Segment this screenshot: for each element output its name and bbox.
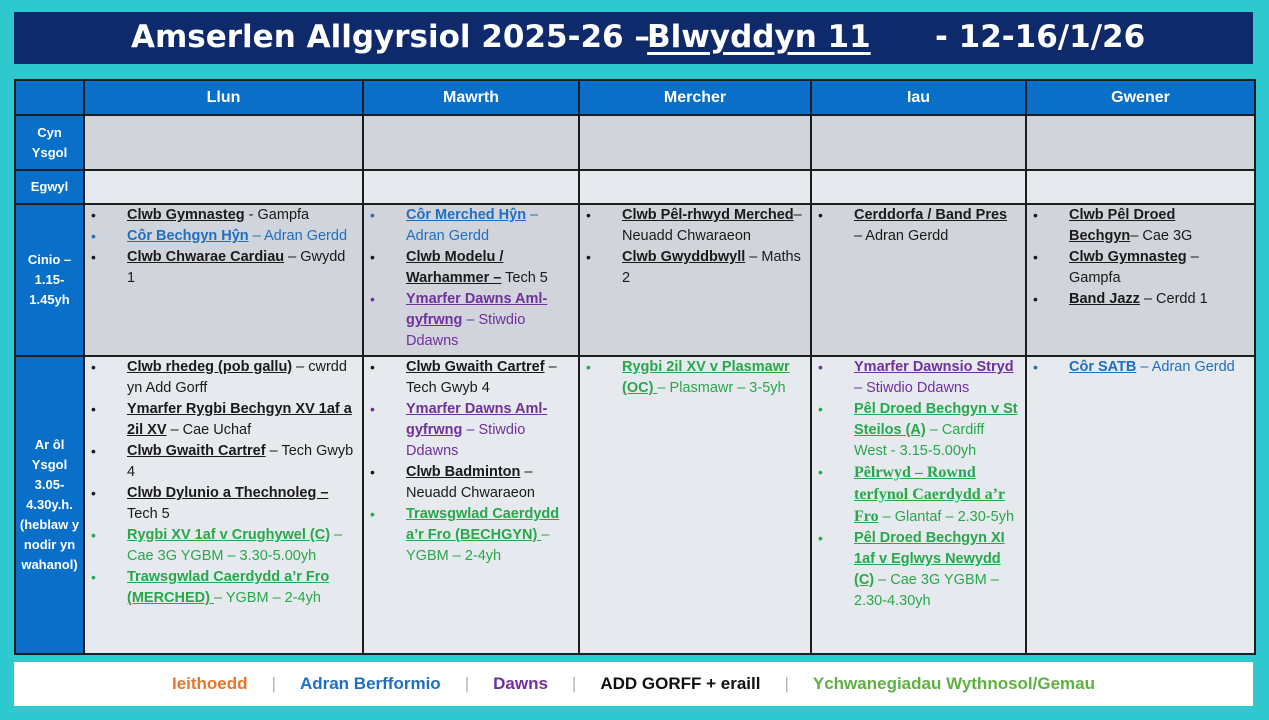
activity-name: Ymarfer Rygbi Bechgyn XV 1af a 2il XV	[127, 400, 352, 438]
bullet-icon: •	[586, 207, 591, 224]
legend-item: Dawns	[493, 674, 548, 693]
bullet-icon: •	[1033, 358, 1038, 375]
bullet-icon: •	[818, 529, 823, 546]
row-label	[15, 204, 84, 356]
activity-location: – Stiwdio Ddawns	[406, 312, 526, 350]
colour-legend	[14, 662, 1253, 706]
bullet-icon: •	[370, 358, 375, 375]
activity-name: Clwb Dylunio a Thechnoleg –	[127, 484, 329, 501]
row-break	[15, 170, 1255, 204]
activity-location: – Glantaf – 2.30-5yh	[878, 508, 1015, 525]
activity-item	[85, 567, 362, 609]
activity-item	[364, 357, 578, 399]
activity-cell	[811, 115, 1026, 170]
activity-name: Clwb Gwaith Cartref	[406, 358, 545, 375]
activity-item	[580, 357, 810, 399]
row-label	[15, 170, 84, 204]
activity-name: Clwb Gymnasteg	[1069, 249, 1187, 266]
activity-name: Clwb Gwaith Cartref	[127, 442, 266, 459]
activity-item	[364, 504, 578, 567]
day-header: Iau	[811, 80, 1026, 115]
bullet-icon: •	[91, 249, 96, 266]
activity-cell	[84, 115, 363, 170]
bullet-icon: •	[91, 484, 96, 501]
activity-item	[364, 399, 578, 462]
activity-location: Tech 5	[127, 505, 170, 522]
activity-item	[85, 441, 362, 483]
activity-item	[85, 205, 362, 226]
activity-location: – Tech Gwyb 4	[406, 358, 557, 396]
activity-location: – Stiwdio Ddawns	[406, 421, 526, 459]
activity-list	[812, 205, 1025, 247]
activity-location: – Adran Gerdd	[248, 228, 348, 245]
activity-name: Clwb Gymnasteg	[127, 207, 245, 224]
activity-location: - Gampfa	[244, 207, 310, 224]
activity-list	[580, 205, 810, 289]
row-label	[15, 356, 84, 654]
activity-location: – Neuadd Chwaraeon	[622, 207, 802, 245]
activity-item	[85, 357, 362, 399]
legend-item: ADD GORFF + eraill	[600, 674, 761, 693]
activity-location: – Gwydd 1	[127, 249, 346, 287]
legend-item: Adran Berfformio	[299, 674, 441, 693]
row-lunch	[15, 204, 1255, 356]
activity-list	[85, 357, 362, 609]
bullet-icon: •	[370, 207, 375, 224]
bullet-icon: •	[586, 249, 591, 266]
legend-divider: |	[784, 674, 789, 693]
bullet-icon: •	[818, 207, 823, 224]
activity-list	[812, 357, 1025, 612]
row-label-line: nodir yn	[23, 536, 76, 552]
extracurricular-timetable	[14, 79, 1256, 655]
activity-location: – Stiwdio Ddawns	[854, 379, 970, 396]
bullet-icon: •	[91, 228, 96, 245]
activity-location: – Adran Gerdd	[1136, 358, 1235, 375]
activity-name: Clwb Pêl-rhwyd Merched	[622, 207, 794, 224]
activity-cell	[579, 356, 811, 654]
activity-item	[85, 483, 362, 525]
row-label-line: 1.15-	[34, 272, 65, 288]
bullet-icon: •	[91, 207, 96, 224]
activity-name: Clwb Chwarae Cardiau	[127, 249, 285, 266]
row-label-line: Cyn	[37, 124, 62, 140]
activity-name: Trawsgwlad Caerdydd a’r Fro (MERCHED)	[127, 568, 330, 606]
activity-cell	[1026, 170, 1255, 204]
activity-location: – Maths 2	[622, 249, 801, 287]
activity-item	[364, 247, 578, 289]
activity-item	[1027, 205, 1254, 247]
activity-location: – Cardiff West - 3.15-5.00yh	[854, 421, 985, 459]
week-dates: - 12-16/1/26	[935, 19, 1146, 55]
row-after-school	[15, 356, 1255, 654]
row-label-line: wahanol)	[21, 556, 78, 572]
activity-name: Ymarfer Dawnsio Stryd	[854, 358, 1014, 375]
bullet-icon: •	[91, 358, 96, 375]
activity-list	[1027, 357, 1254, 378]
bullet-icon: •	[91, 526, 96, 543]
activity-location: – Plasmawr – 3-5yh	[657, 379, 786, 396]
bullet-icon: •	[370, 291, 375, 308]
activity-item	[364, 205, 578, 247]
day-header: Mawrth	[363, 80, 579, 115]
row-label-line: (heblaw y	[19, 516, 80, 532]
activity-cell	[84, 170, 363, 204]
activity-cell	[1026, 115, 1255, 170]
row-label-line: 4.30y.h.	[26, 496, 73, 512]
activity-cell	[363, 204, 579, 356]
page-title: Amserlen Allgyrsiol 2025-26 –	[131, 19, 650, 55]
activity-item	[85, 247, 362, 289]
row-label-line: Ar ôl	[34, 436, 65, 452]
activity-item	[812, 528, 1025, 612]
activity-location: – YGBM – 2-4yh	[406, 526, 550, 564]
day-header: Llun	[84, 80, 363, 115]
activity-item	[1027, 357, 1254, 378]
activity-name: Côr Merched Hŷn	[406, 207, 527, 224]
row-before-school	[15, 115, 1255, 170]
bullet-icon: •	[1033, 291, 1038, 308]
day-header: Mercher	[579, 80, 811, 115]
activity-name: Rygbi 2il XV v Plasmawr (OC)	[622, 358, 790, 396]
activity-name: Band Jazz	[1069, 291, 1140, 308]
row-label-line: 1.45yh	[29, 292, 70, 308]
activity-name: Ymarfer Dawns Aml-gyfrwng	[406, 291, 548, 329]
activity-cell	[84, 356, 363, 654]
activity-item	[85, 525, 362, 567]
activity-cell	[363, 115, 579, 170]
activity-name: Côr SATB	[1069, 358, 1137, 375]
activity-item	[85, 399, 362, 441]
bullet-icon: •	[370, 249, 375, 266]
activity-cell	[811, 356, 1026, 654]
bullet-icon: •	[818, 358, 823, 375]
row-label-line: Egwyl	[30, 179, 69, 195]
activity-item	[812, 462, 1025, 528]
activity-name: Trawsgwlad Caerdydd a’r Fro (BECHGYN)	[406, 505, 560, 543]
activity-location: – Cerdd 1	[1139, 291, 1208, 308]
activity-name: Pêl Droed Bechgyn v St Steilos (A)	[854, 400, 1018, 438]
activity-location: – Cae 3G YGBM – 3.30-5.00yh	[127, 526, 343, 564]
activity-name: Ymarfer Dawns Aml-gyfrwng	[406, 400, 548, 438]
bullet-icon: •	[586, 358, 591, 375]
activity-item	[812, 357, 1025, 399]
activity-name: Clwb rhedeg (pob gallu)	[127, 358, 293, 375]
activity-name: Clwb Modelu / Warhammer –	[406, 249, 504, 287]
legend-item: Ychwanegiadau Wythnosol/Gemau	[812, 674, 1096, 693]
activity-location: – Cae 3G YGBM – 2.30-4.30yh	[854, 571, 999, 609]
legend-item: Ieithoedd	[171, 674, 248, 693]
activity-cell	[579, 170, 811, 204]
bullet-icon: •	[370, 463, 375, 480]
activity-cell	[1026, 356, 1255, 654]
day-header-row	[15, 80, 1255, 115]
activity-cell	[1026, 204, 1255, 356]
row-label-line: Cinio –	[27, 252, 72, 268]
legend-divider: |	[571, 674, 577, 693]
activity-item	[812, 205, 1025, 247]
row-label-line: 3.05-	[34, 476, 65, 492]
activity-cell	[579, 204, 811, 356]
row-label-line: Ysgol	[31, 456, 68, 472]
activity-location: – Tech Gwyb 4	[127, 442, 354, 480]
activity-name: Clwb Badminton	[406, 463, 521, 480]
activity-list	[85, 205, 362, 289]
activity-item	[812, 399, 1025, 462]
activity-cell	[363, 170, 579, 204]
legend-divider: |	[464, 674, 470, 693]
activity-cell	[811, 204, 1026, 356]
activity-list	[364, 205, 578, 352]
corner-header	[15, 80, 84, 115]
activity-location: – Gampfa	[1069, 249, 1199, 287]
activity-item	[580, 247, 810, 289]
row-label	[15, 115, 84, 170]
bullet-icon: •	[1033, 249, 1038, 266]
bullet-icon: •	[1033, 207, 1038, 224]
activity-list	[364, 357, 578, 567]
activity-cell	[84, 204, 363, 356]
row-label-line: Ysgol	[31, 144, 68, 160]
year-group-title: Blwyddyn 11	[647, 19, 871, 55]
activity-location: – Adran Gerdd	[854, 228, 949, 245]
activity-cell	[363, 356, 579, 654]
activity-item	[364, 289, 578, 352]
legend-divider: |	[271, 674, 276, 693]
activity-item	[85, 226, 362, 247]
activity-location: – Cae Uchaf	[166, 421, 252, 438]
activity-item	[364, 462, 578, 504]
activity-location: – YGBM – 2-4yh	[214, 589, 321, 606]
page-title-bar	[14, 12, 1253, 64]
activity-name: Pêlrwyd – Rownd terfynol Caerdydd a’r Fro	[854, 463, 1006, 525]
activity-cell	[811, 170, 1026, 204]
activity-cell	[579, 115, 811, 170]
activity-location: – Cae 3G	[1130, 228, 1193, 245]
activity-list	[1027, 205, 1254, 310]
activity-name: Clwb Pêl Droed Bechgyn	[1069, 207, 1176, 245]
bullet-icon: •	[370, 505, 375, 522]
activity-name: Rygbi XV 1af v Crughywel (C)	[127, 526, 331, 543]
bullet-icon: •	[818, 463, 823, 480]
activity-item	[1027, 247, 1254, 289]
day-header: Gwener	[1026, 80, 1255, 115]
activity-name: Clwb Gwyddbwyll	[622, 249, 746, 266]
activity-name: Pêl Droed Bechgyn XI 1af v Eglwys Newydd (C)	[854, 529, 1005, 588]
bullet-icon: •	[370, 400, 375, 417]
activity-location: – Adran Gerdd	[406, 207, 539, 245]
activity-name: Côr Bechgyn Hŷn	[127, 228, 249, 245]
bullet-icon: •	[91, 442, 96, 459]
activity-name: Cerddorfa / Band Pres	[854, 207, 1008, 224]
activity-item	[1027, 289, 1254, 310]
bullet-icon: •	[91, 568, 96, 585]
activity-location: Tech 5	[501, 270, 548, 287]
activity-location: – Neuadd Chwaraeon	[406, 463, 535, 501]
activity-item	[580, 205, 810, 247]
activity-list	[580, 357, 810, 399]
bullet-icon: •	[91, 400, 96, 417]
bullet-icon: •	[818, 400, 823, 417]
activity-location: – cwrdd yn Add Gorff	[127, 358, 347, 396]
